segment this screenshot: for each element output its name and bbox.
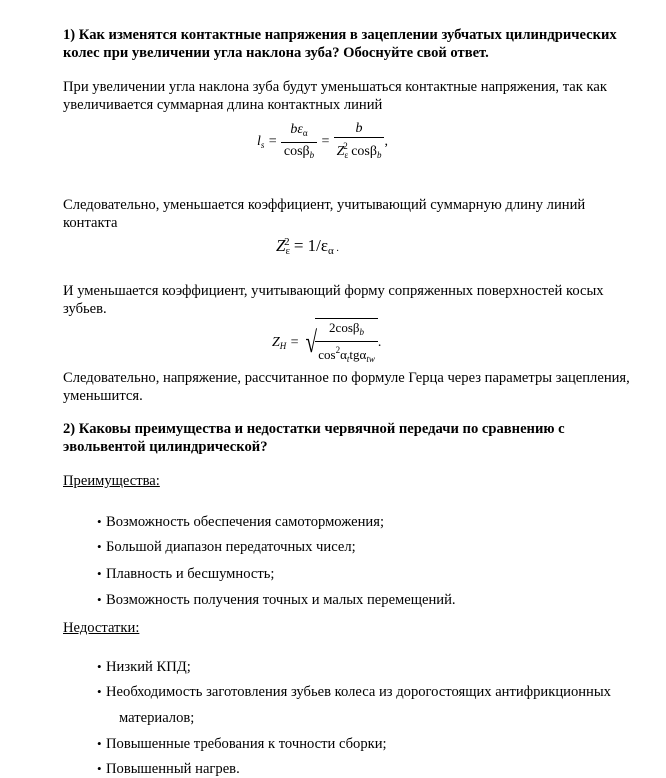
bullet-icon: • — [97, 514, 102, 529]
bullet-icon: • — [97, 736, 102, 751]
list-item: • Повышенные требования к точности сборки; — [97, 736, 387, 752]
bullet-icon: • — [97, 761, 102, 776]
q1-paragraph-2: Следовательно, уменьшается коэффициент, учитывающий суммарную длину линий контакта — [63, 197, 586, 231]
formula-contact-length: $l_s$ = $\frac{b\varepsilon_\alpha}{\cos\beta_b}$ = $\frac{b}{Z_\varepsilon^2 \cos\beta_b}$ , — [257, 121, 388, 160]
q1-paragraph-3: И уменьшается коэффициент, учитывающий форму сопряженных поверхностей косых зубьев. — [63, 283, 604, 317]
list-item: • Низкий КПД; — [97, 659, 191, 675]
list-item: • Плавность и бесшумность; — [97, 566, 275, 582]
bullet-icon: • — [97, 684, 102, 699]
list-item: • Большой диапазон передаточных чисел; — [97, 539, 356, 555]
q1-paragraph-4: Следовательно, напряжение, рассчитанное по формуле Герца через параметры зацепления, уменьшится. — [63, 370, 630, 404]
list-item: • Повышенный нагрев. — [97, 761, 240, 777]
list-item-continuation: материалов; — [119, 710, 195, 726]
bullet-icon: • — [97, 659, 102, 674]
formula-z-epsilon: $Z_\varepsilon^2 = 1/\varepsilon_\alpha$ . — [276, 236, 339, 257]
list-item: • Возможность обеспечения самоторможения; — [97, 514, 384, 530]
bullet-icon: • — [97, 539, 102, 554]
disadvantages-heading: Недостатки: — [63, 620, 140, 636]
list-item: • Возможность получения точных и малых перемещений. — [97, 592, 456, 608]
bullet-icon: • — [97, 592, 102, 607]
q1-paragraph-1: При увеличении угла наклона зуба будут уменьшаться контактные напряжения, так как увеличивается суммарная длина контактных линий — [63, 79, 607, 113]
question-1-title: 1) Как изменятся контактные напряжения в зацеплении зубчатых цилиндрических колес при увеличении угла наклона зуба? Обоснуйте свой ответ. — [63, 27, 617, 61]
formula-z-h: $Z_H$ = √ $\frac{2\cos\beta_b}{\cos^2\alpha_ttg\alpha_{tw}}$ . — [272, 318, 381, 368]
advantages-heading: Преимущества: — [63, 473, 160, 489]
list-item: • Необходимость заготовления зубьев колеса из дорогостоящих антифрикционных — [97, 684, 611, 700]
bullet-icon: • — [97, 566, 102, 581]
question-2-title: 2) Каковы преимущества и недостатки червячной передачи по сравнению с эвольвентой цилиндрической? — [63, 421, 565, 455]
